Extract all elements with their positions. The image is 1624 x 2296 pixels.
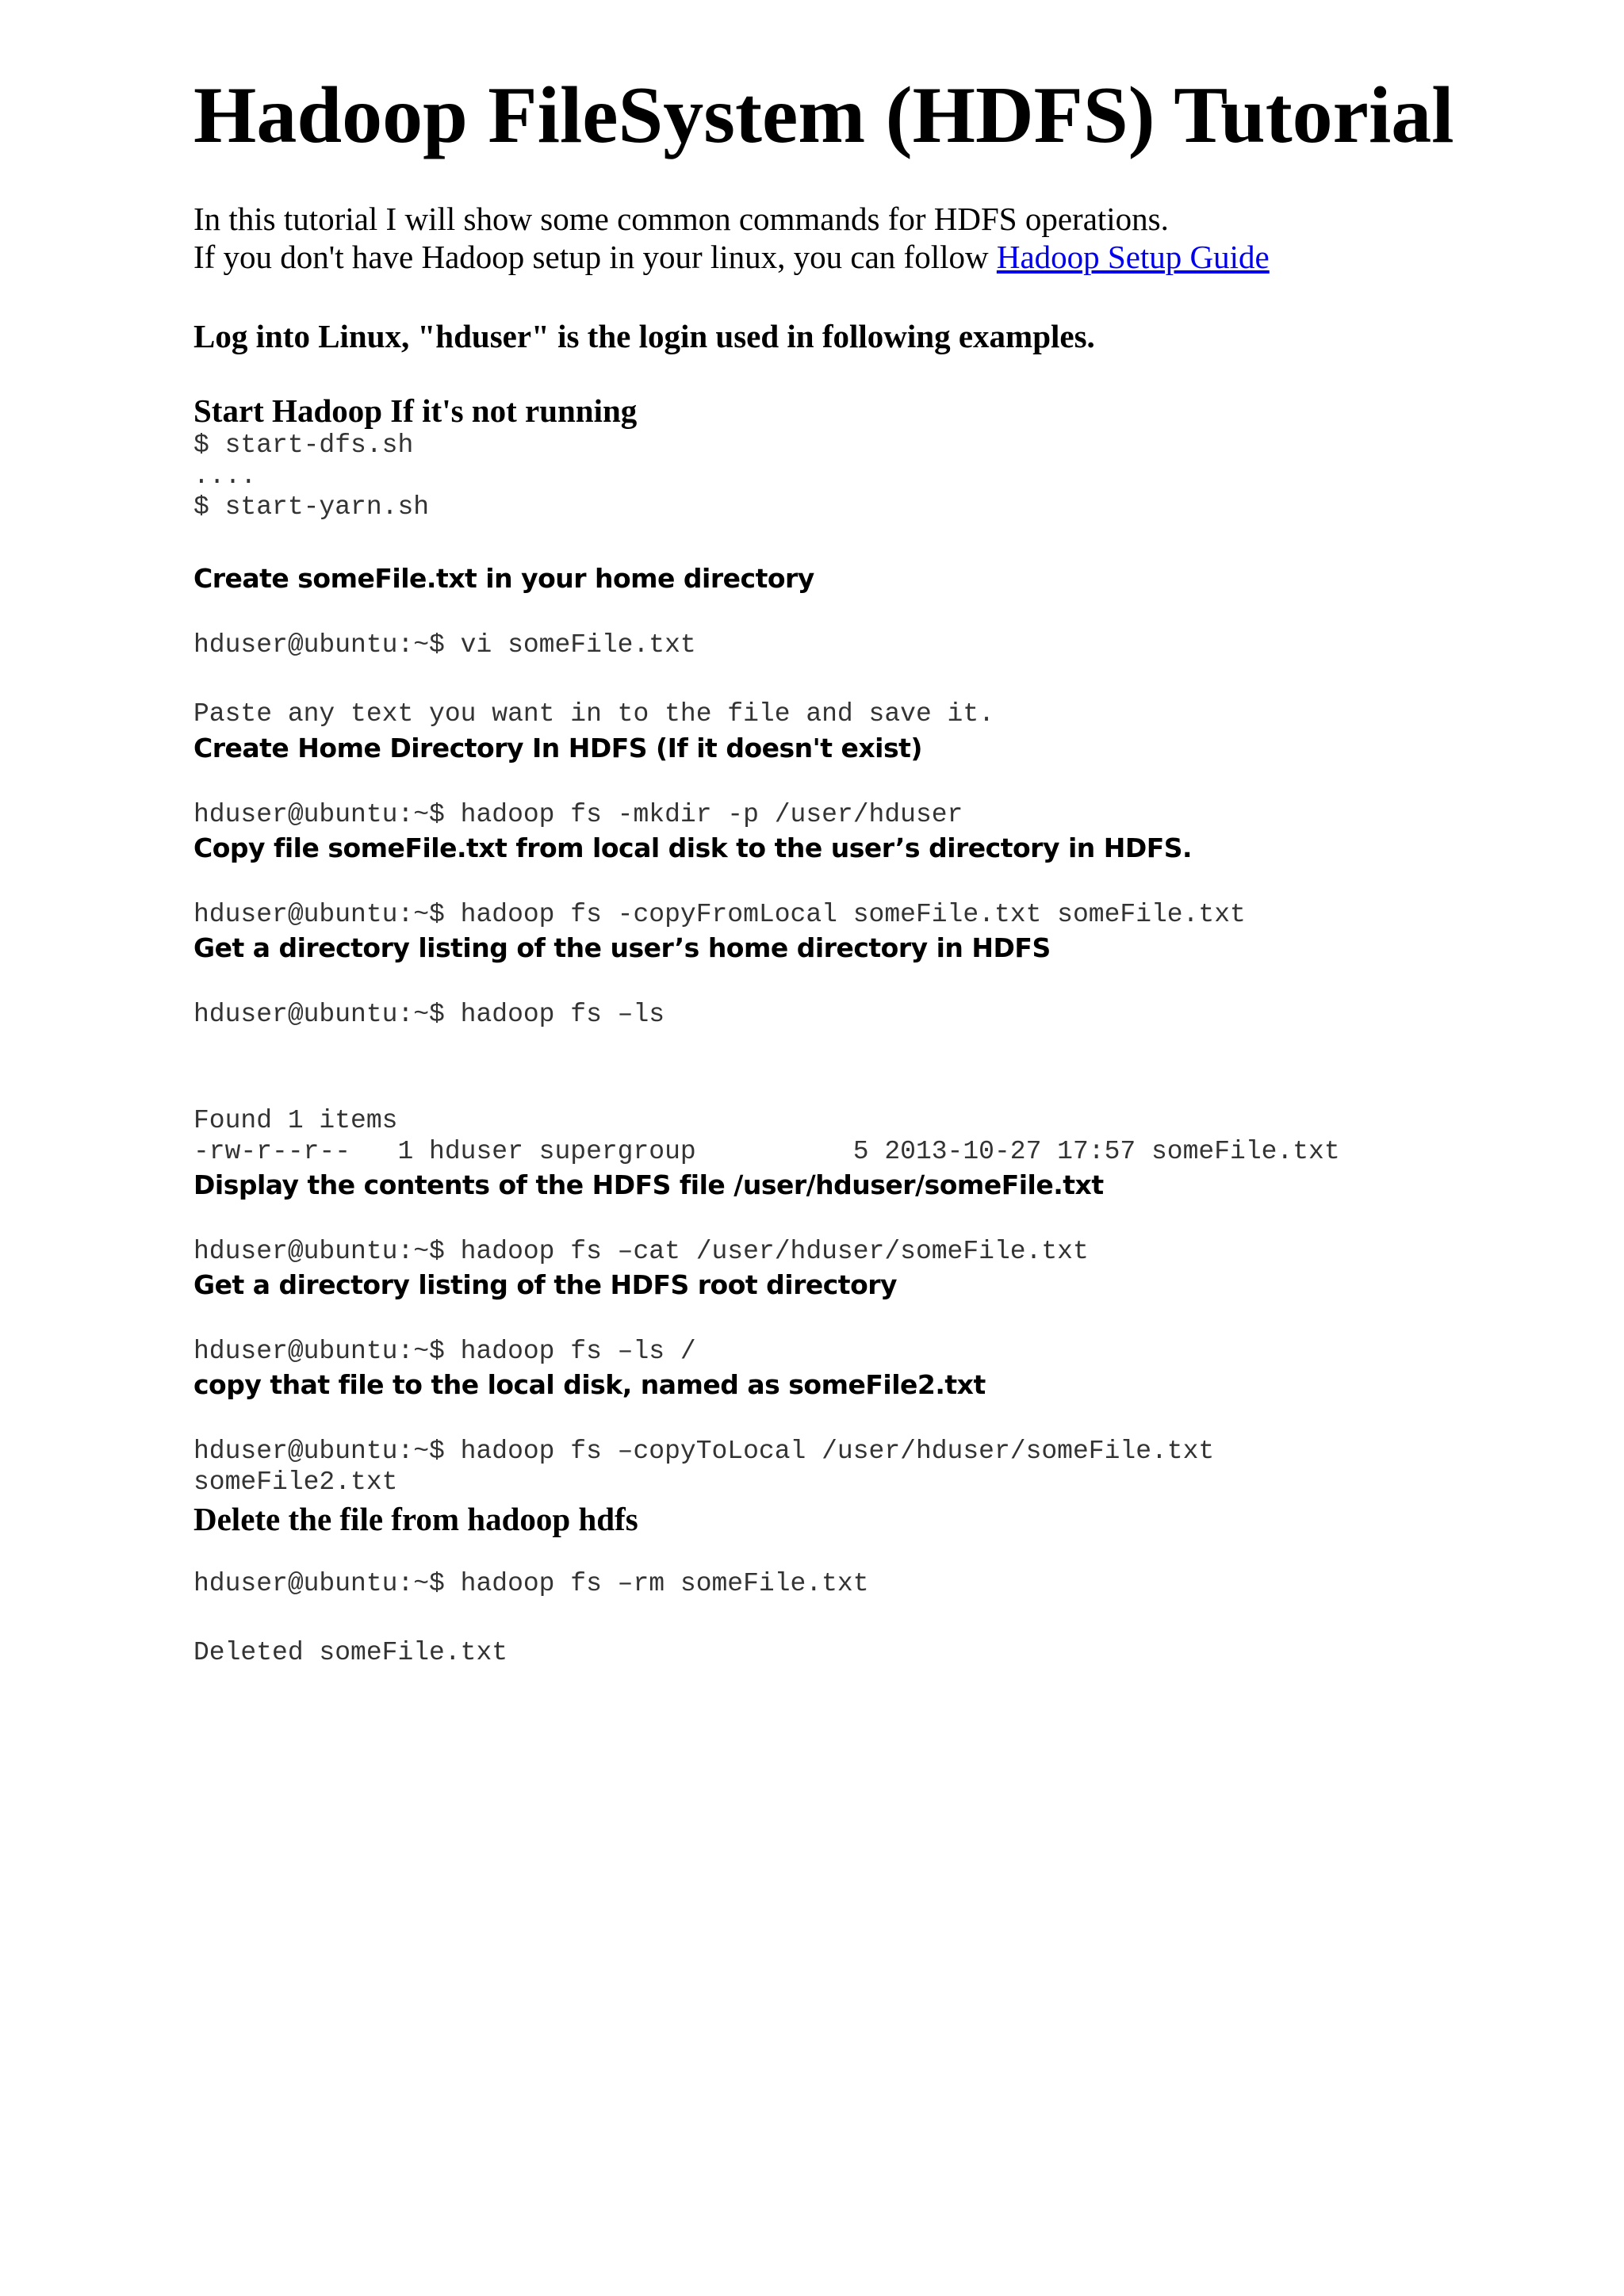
root-listing-heading: Get a directory listing of the HDFS root directory <box>193 1269 898 1300</box>
intro-paragraph <box>193 200 1270 276</box>
copy-from-local-command: hduser@ubuntu:~$ hadoop fs -copyFromLocal someFile.txt someFile.txt <box>193 900 1246 929</box>
deleted-text: Deleted someFile.txt <box>193 1638 508 1667</box>
create-file-heading: Create someFile.txt in your home directory <box>193 563 814 594</box>
start-ellipsis: .... <box>193 461 257 491</box>
listing-row: -rw-r--r-- 1 hduser supergroup 5 2013-10-27 17:57 someFile.txt <box>193 1137 1340 1166</box>
listing-heading: Get a directory listing of the user’s home directory in HDFS <box>193 932 1051 963</box>
create-home-heading: Create Home Directory In HDFS (If it doesn't exist) <box>193 733 922 763</box>
copy-to-local-command-continued: someFile2.txt <box>193 1468 398 1497</box>
copy-to-local-heading: copy that file to the local disk, named as someFile2.txt <box>193 1369 986 1400</box>
delete-heading: Delete the file from hadoop hdfs <box>193 1501 638 1537</box>
intro-line-2-text: If you don't have Hadoop setup in your linux, you can follow <box>193 239 997 275</box>
cat-command: hduser@ubuntu:~$ hadoop fs –cat /user/hduser/someFile.txt <box>193 1237 1089 1266</box>
display-heading: Display the contents of the HDFS file /user/hduser/someFile.txt <box>193 1169 1104 1200</box>
start-dfs-command: $ start-dfs.sh <box>193 430 414 460</box>
start-yarn-command: $ start-yarn.sh <box>193 492 430 522</box>
paste-instruction: Paste any text you want in to the file and save it. <box>193 699 994 729</box>
page-title: Hadoop FileSystem (HDFS) Tutorial <box>193 71 1454 160</box>
vi-command: hduser@ubuntu:~$ vi someFile.txt <box>193 630 696 660</box>
ls-root-command: hduser@ubuntu:~$ hadoop fs –ls / <box>193 1337 696 1366</box>
found-items-text: Found 1 items <box>193 1106 398 1135</box>
hadoop-setup-guide-link[interactable]: Hadoop Setup Guide <box>996 239 1270 275</box>
intro-line-1: In this tutorial I will show some common commands for HDFS operations. <box>193 201 1169 237</box>
rm-command: hduser@ubuntu:~$ hadoop fs –rm someFile.txt <box>193 1569 869 1598</box>
start-hadoop-heading: Start Hadoop If it's not running <box>193 392 638 429</box>
copy-to-local-command: hduser@ubuntu:~$ hadoop fs –copyToLocal /user/hduser/someFile.txt <box>193 1437 1215 1466</box>
mkdir-command: hduser@ubuntu:~$ hadoop fs -mkdir -p /user/hduser <box>193 800 963 829</box>
intro-line-2 <box>193 238 1270 276</box>
copy-heading: Copy file someFile.txt from local disk to the user’s directory in HDFS. <box>193 832 1193 863</box>
login-heading: Log into Linux, "hduser" is the login used in following examples. <box>193 318 1095 354</box>
ls-command: hduser@ubuntu:~$ hadoop fs –ls <box>193 1000 665 1029</box>
